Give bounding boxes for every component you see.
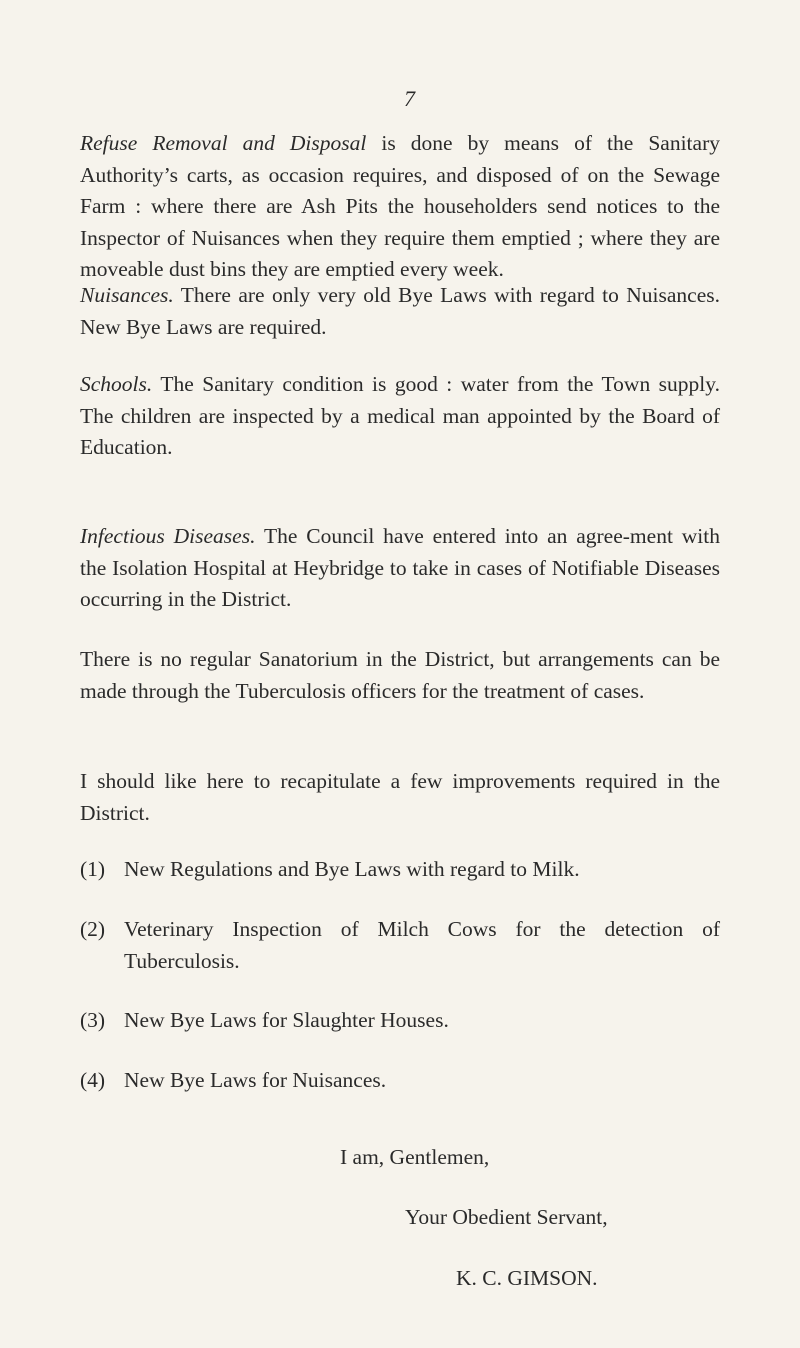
paragraph-infectious-diseases xyxy=(80,521,720,616)
paragraph-sanatorium: There is no regular Sanatorium in the District, but arrangements can be made through the Tuberculosis officers for the treatment of cases. xyxy=(80,647,720,703)
paragraph-refuse-removal xyxy=(80,128,720,286)
list-item-text: New Bye Laws for Slaughter Houses. xyxy=(124,1008,449,1032)
paragraph-schools xyxy=(80,369,720,464)
list-item xyxy=(80,1065,720,1097)
paragraph-text: The Sanitary condition is good : water from the Town supply. The children are inspected by a medical man appointed by the Board of Education. xyxy=(80,372,720,459)
paragraph-text: The Council have entered into an agree-ment with the Isolation Hospital at Heybridge to take in cases of Notifiable Diseases occurring in the District. xyxy=(80,524,720,611)
paragraph-heading: Schools. xyxy=(80,372,153,396)
list-item-number: (4) xyxy=(80,1068,106,1092)
paragraph-text: There are only very old Bye Laws with regard to Nuisances. New Bye Laws are required. xyxy=(80,283,720,339)
paragraph-text: is done by means of the Sanitary Authority’s carts, as occasion requires, and disposed of on the Sewage Farm : where there are Ash Pits the householders send notices to the Inspector of Nuisances when they require them emptied ; where they are moveable dust bins they are emptied every week. xyxy=(80,131,720,281)
paragraph-nuisances xyxy=(80,280,720,343)
closing-valediction: Your Obedient Servant, xyxy=(405,1205,608,1229)
paragraph-heading: Refuse Removal and Disposal xyxy=(80,131,367,155)
list-item-number: (2) xyxy=(80,917,106,941)
list-item-text: Veterinary Inspection of Milch Cows for the detection of Tuberculosis. xyxy=(124,917,720,973)
paragraph-heading: Nuisances. xyxy=(80,283,174,307)
paragraph-recapitulate: I should like here to recapitulate a few improvements required in the District. xyxy=(80,769,720,825)
list-item-text: New Regulations and Bye Laws with regard to Milk. xyxy=(124,857,580,881)
paragraph-heading: Infectious Diseases. xyxy=(80,524,256,548)
list-item xyxy=(80,914,720,977)
list-item xyxy=(80,854,720,886)
list-item-number: (1) xyxy=(80,857,106,881)
page-number: 7 xyxy=(404,86,415,111)
list-item xyxy=(80,1005,720,1037)
closing-salutation: I am, Gentlemen, xyxy=(340,1145,490,1169)
signature: K. C. GIMSON. xyxy=(456,1266,598,1290)
list-item-number: (3) xyxy=(80,1008,106,1032)
list-item-text: New Bye Laws for Nuisances. xyxy=(124,1068,387,1092)
